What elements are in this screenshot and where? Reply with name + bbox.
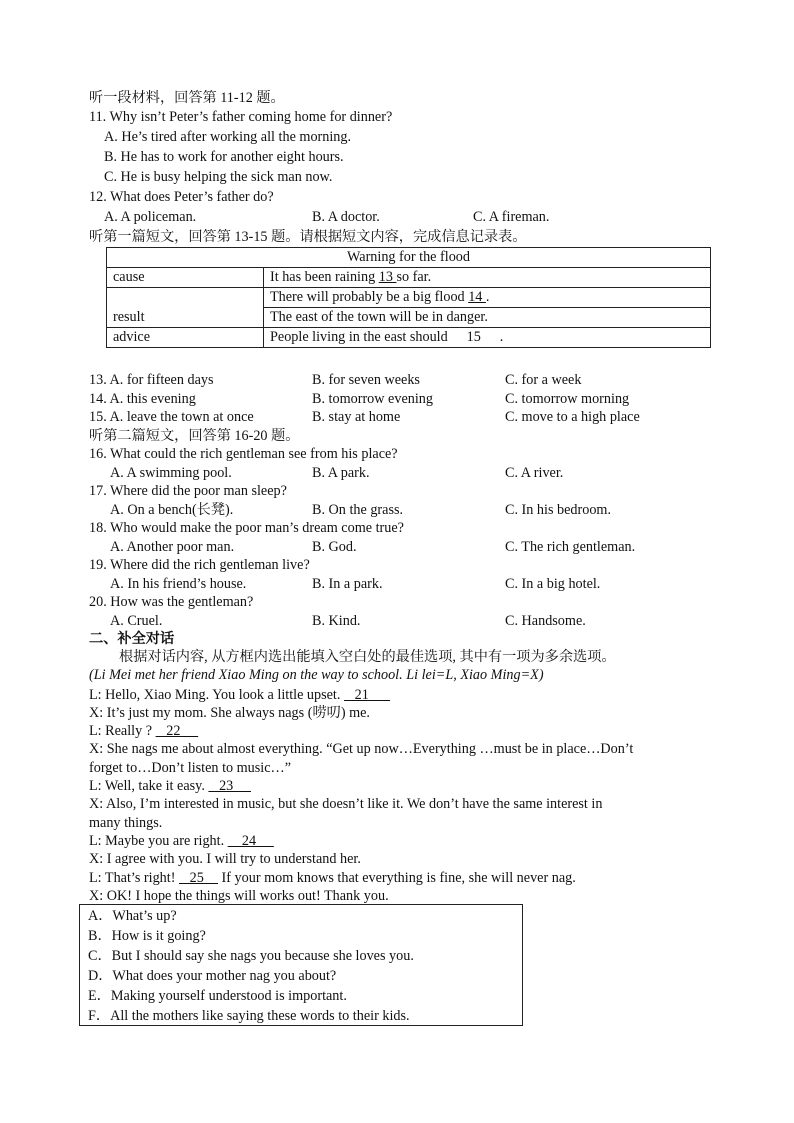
question-17-option-a: A. On a bench(长凳). xyxy=(110,502,234,518)
question-16-option-c: C. A river. xyxy=(505,465,564,481)
dialogue-line: X: OK! I hope the things will works out! Thank you. xyxy=(89,888,389,904)
part2-title: 二、补全对话 xyxy=(89,631,175,647)
dialogue-text: If your mom knows that everything is fine, she will never nag. xyxy=(218,870,576,886)
part2-instruction: 根据对话内容, 从方框内选出能填入空白处的最佳选项, 其中有一项为多余选项。 xyxy=(119,649,616,665)
question-17-option-c: C. In his bedroom. xyxy=(505,502,612,518)
section-intro: 听一段材料，回答第 11-12 题。 xyxy=(89,90,285,106)
question-16-option-b: B. A park. xyxy=(312,465,370,481)
question-12-stem: 12. What does Peter’s father do? xyxy=(89,189,274,205)
blank-22: 22 xyxy=(155,723,199,739)
question-19-option-c: C. In a big hotel. xyxy=(505,576,601,592)
question-11-option-b: B. He has to work for another eight hours. xyxy=(104,149,344,165)
dialogue-line: X: It’s just my mom. She always nags (唠叨) me. xyxy=(89,705,370,721)
dialogue-line: X: I agree with you. I will try to understand her. xyxy=(89,851,361,867)
cell-text: . xyxy=(485,289,490,305)
dialogue-line: X: She nags me about almost everything. “Get up now…Everything …must be in place…Don’t xyxy=(89,741,634,757)
question-15-option-b: B. stay at home xyxy=(312,409,401,425)
question-12-option-b: B. A doctor. xyxy=(312,209,380,225)
question-11-option-a: A. He’s tired after working all the morning. xyxy=(104,129,352,145)
cell-text: . xyxy=(499,329,504,345)
passage2-intro: 听第二篇短文，回答第 16-20 题。 xyxy=(89,428,300,444)
question-13-option-c: C. for a week xyxy=(505,372,582,388)
table-label-result: result xyxy=(107,308,264,328)
blank-25: 25 xyxy=(178,870,218,886)
table-cell-result-1 xyxy=(264,288,711,308)
question-17-option-b: B. On the grass. xyxy=(312,502,404,518)
dialogue-line: X: Also, I’m interested in music, but she doesn’t like it. We don’t have the same interest in xyxy=(89,796,603,812)
passage1-intro: 听第一篇短文，回答第 13-15 题。请根据短文内容，完成信息记录表。 xyxy=(89,229,527,245)
question-20-option-c: C. Handsome. xyxy=(505,613,586,629)
cell-text: People living in the east should xyxy=(270,329,448,345)
dialogue-line: many things. xyxy=(89,815,163,831)
dialogue-text: L: Really ? xyxy=(89,723,156,739)
dialogue-line xyxy=(89,722,198,740)
option-b: B．How is it going? xyxy=(88,928,206,944)
dialogue-line xyxy=(89,869,576,887)
option-c: C．But I should say she nags you because she loves you. xyxy=(88,948,414,964)
question-13-option-b: B. for seven weeks xyxy=(312,372,420,388)
question-20-option-a: A. Cruel. xyxy=(110,613,163,629)
question-18-option-b: B. God. xyxy=(312,539,357,555)
blank-21: 21 xyxy=(343,687,391,703)
flood-warning-table xyxy=(106,247,711,348)
question-13-option-a: 13. A. for fifteen days xyxy=(89,372,214,388)
blank-15: 15 xyxy=(466,329,481,345)
table-cell-result-2: The east of the town will be in danger. xyxy=(264,308,711,328)
question-17-stem: 17. Where did the poor man sleep? xyxy=(89,483,287,499)
question-18-option-a: A. Another poor man. xyxy=(110,539,235,555)
option-e: E．Making yourself understood is important. xyxy=(88,988,347,1004)
dialogue-line xyxy=(89,686,390,704)
question-19-option-a: A. In his friend’s house. xyxy=(110,576,247,592)
dialogue-text: L: Hello, Xiao Ming. You look a little upset. xyxy=(89,687,344,703)
option-f: F．All the mothers like saying these words to their kids. xyxy=(88,1008,410,1024)
table-label-advice: advice xyxy=(107,328,264,348)
table-row xyxy=(107,268,711,288)
question-14-option-c: C. tomorrow morning xyxy=(505,391,630,407)
question-19-option-b: B. In a park. xyxy=(312,576,383,592)
dialogue-line xyxy=(89,777,251,795)
question-12-option-a: A. A policeman. xyxy=(104,209,197,225)
table-label-cause: cause xyxy=(107,268,264,288)
cell-text: There will probably be a big flood xyxy=(270,289,469,305)
dialogue-text: L: Maybe you are right. xyxy=(89,833,228,849)
table-label-empty xyxy=(107,288,264,308)
dialogue-line xyxy=(89,832,274,850)
question-15-option-c: C. move to a high place xyxy=(505,409,640,425)
dialogue-text: L: Well, take it easy. xyxy=(89,778,209,794)
table-title: Warning for the flood xyxy=(107,248,711,268)
option-d: D．What does your mother nag you about? xyxy=(88,968,337,984)
dialogue-context: (Li Mei met her friend Xiao Ming on the way to school. Li lei=L, Xiao Ming=X) xyxy=(89,667,544,683)
question-14-option-b: B. tomorrow evening xyxy=(312,391,433,407)
question-18-stem: 18. Who would make the poor man’s dream come true? xyxy=(89,520,404,536)
question-14-option-a: 14. A. this evening xyxy=(89,391,196,407)
question-19-stem: 19. Where did the rich gentleman live? xyxy=(89,557,310,573)
question-16-stem: 16. What could the rich gentleman see from his place? xyxy=(89,446,398,462)
table-row xyxy=(107,308,711,328)
table-row xyxy=(107,328,711,348)
options-box xyxy=(79,904,523,1026)
question-16-option-a: A. A swimming pool. xyxy=(110,465,232,481)
question-11-stem: 11. Why isn’t Peter’s father coming home for dinner? xyxy=(89,109,393,125)
dialogue-text: L: That’s right! xyxy=(89,870,179,886)
table-cell-advice xyxy=(264,328,711,348)
question-20-option-b: B. Kind. xyxy=(312,613,361,629)
blank-14: 14 xyxy=(468,289,486,305)
blank-24: 24 xyxy=(227,833,274,849)
question-18-option-c: C. The rich gentleman. xyxy=(505,539,636,555)
option-a: A．What’s up? xyxy=(88,908,177,924)
table-cell-cause xyxy=(264,268,711,288)
blank-13: 13 xyxy=(378,269,397,285)
cell-text: so far. xyxy=(396,269,432,285)
dialogue-line: forget to…Don’t listen to music…” xyxy=(89,760,292,776)
question-20-stem: 20. How was the gentleman? xyxy=(89,594,254,610)
question-11-option-c: C. He is busy helping the sick man now. xyxy=(104,169,333,185)
cell-text: It has been raining xyxy=(270,269,379,285)
question-15-option-a: 15. A. leave the town at once xyxy=(89,409,254,425)
blank-23: 23 xyxy=(208,778,251,794)
question-12-option-c: C. A fireman. xyxy=(473,209,550,225)
table-row xyxy=(107,248,711,268)
table-row xyxy=(107,288,711,308)
